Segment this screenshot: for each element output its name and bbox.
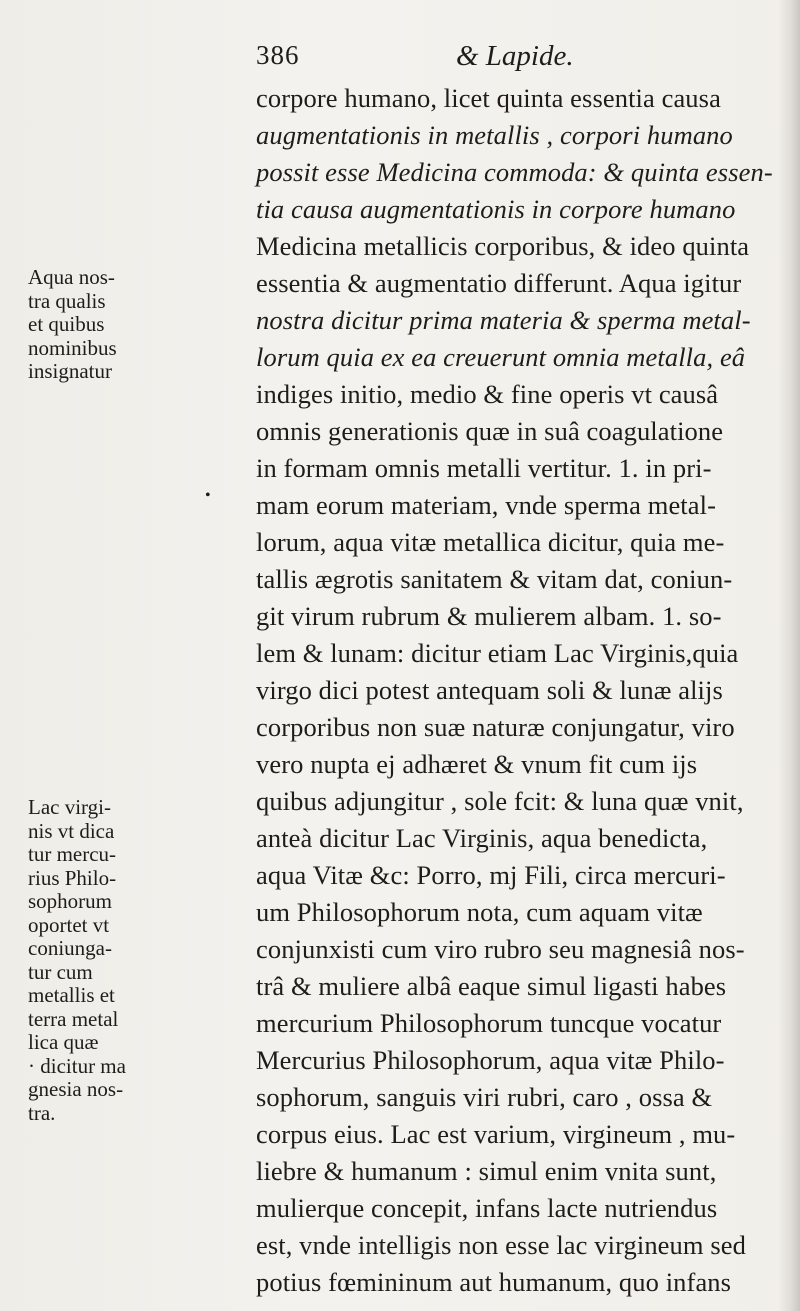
margin-note-line: rius Philo- [28,865,117,890]
text-line: virgo dici potest antequam soli & lunæ alijs [256,675,723,705]
text-line: liebre & humanum : simul enim vnita sunt, [256,1156,717,1186]
margin-note-line: coniunga- [28,936,112,960]
text-line: est, vnde intelligis non esse lac virgineum sed [256,1230,746,1260]
text-line: mulierque concepit, infans lacte nutriendus [256,1193,718,1223]
text-line: corporibus non suæ naturæ conjungatur, viro [256,712,735,742]
text-line: anteà dicitur Lac Virginis, aqua benedicta, [256,823,708,853]
text-line: trâ & muliere albâ eaque simul ligasti habes [256,971,727,1001]
margin-note-line: · dicitur ma [28,1053,126,1078]
text-line: omnis generationis quæ in suâ coagulatione [256,416,724,446]
margin-note-line: Aqua nos- [28,265,115,289]
text-line: indiges initio, medio & fine operis vt causâ [256,379,719,409]
text-line: lem & lunam: dicitur etiam Lac Virginis,quia [256,638,739,668]
text-line: augmentationis in metallis , corpori humano [256,120,733,150]
margin-note-line: tra qualis [28,288,106,313]
text-line: Mercurius Philosophorum, aqua vitæ Philo- [256,1045,725,1075]
stray-mark: • [205,487,211,504]
text-line: git virum rubrum & mulierem albam. 1. so- [256,601,722,631]
margin-note-line: nominibus [28,335,117,360]
margin-note-line: gnesia nos- [28,1077,124,1101]
text-line: sophorum, sanguis viri rubri, caro , ossa & [256,1082,713,1112]
margin-note-line: et quibus [28,312,105,336]
text-line: nostra dicitur prima materia & sperma metal- [256,305,751,335]
page-number: 386 [256,40,300,70]
text-line: in formam omnis metalli vertitur. 1. in pri- [256,453,712,483]
margin-note-line: nis vt dica [28,818,115,843]
text-line: conjunxisti cum viro rubro seu magnesiâ nos- [256,934,745,964]
margin-note-line: metallis et [28,983,115,1007]
text-line: possit esse Medicina commoda: & quinta essen- [256,157,773,187]
text-line: tia causa augmentationis in corpore humano [256,194,736,224]
page-header [256,40,776,80]
text-line: corpus eius. Lac est varium, virgineum , mu- [256,1119,736,1149]
text-line: potius fœmininum aut humanum, quo infans [256,1267,732,1297]
text-line: Medicina metallicis corporibus, & ideo quinta [256,231,750,261]
margin-note-line: tur cum [28,959,93,984]
margin-note-line: sophorum [28,889,112,913]
margin-note-line: tra. [28,1100,56,1125]
text-line: mam eorum materiam, vnde sperma metal- [256,490,717,520]
margin-note-line: terra metal [28,1006,119,1031]
text-line: aqua Vitæ &c: Porro, mj Fili, circa mercuri- [256,860,726,890]
running-head: & Lapide. [456,40,574,72]
margin-note-line: oportet vt [28,912,110,937]
text-line: quibus adjungitur , sole fcit: & luna quæ vnit, [256,786,744,816]
margin-note-line: lica quæ [28,1030,99,1054]
margin-note-line: insignatur [28,359,112,383]
text-line: corpore humano, licet quinta essentia causa [256,83,721,113]
text-line: lorum, aqua vitæ metallica dicitur, quia me- [256,527,725,557]
margin-note-lac [28,796,253,1125]
body-text [256,80,800,1301]
margin-note-line: tur mercu- [28,842,117,866]
page-edge-shadow [778,0,800,1311]
margin-note-line: Lac virgi- [28,795,111,819]
text-line: essentia & augmentatio differunt. Aqua igitur [256,268,742,298]
text-line: um Philosophorum nota, cum aquam vitæ [256,897,703,927]
margin-note-aqua [28,266,253,384]
text-line: lorum quia ex ea creuerunt omnia metalla, eâ [256,342,746,372]
text-line: mercurium Philosophorum tuncque vocatur [256,1008,722,1038]
text-line: tallis ægrotis sanitatem & vitam dat, coniun- [256,564,733,594]
text-line: vero nupta ej adhæret & vnum fit cum ijs [256,749,698,779]
